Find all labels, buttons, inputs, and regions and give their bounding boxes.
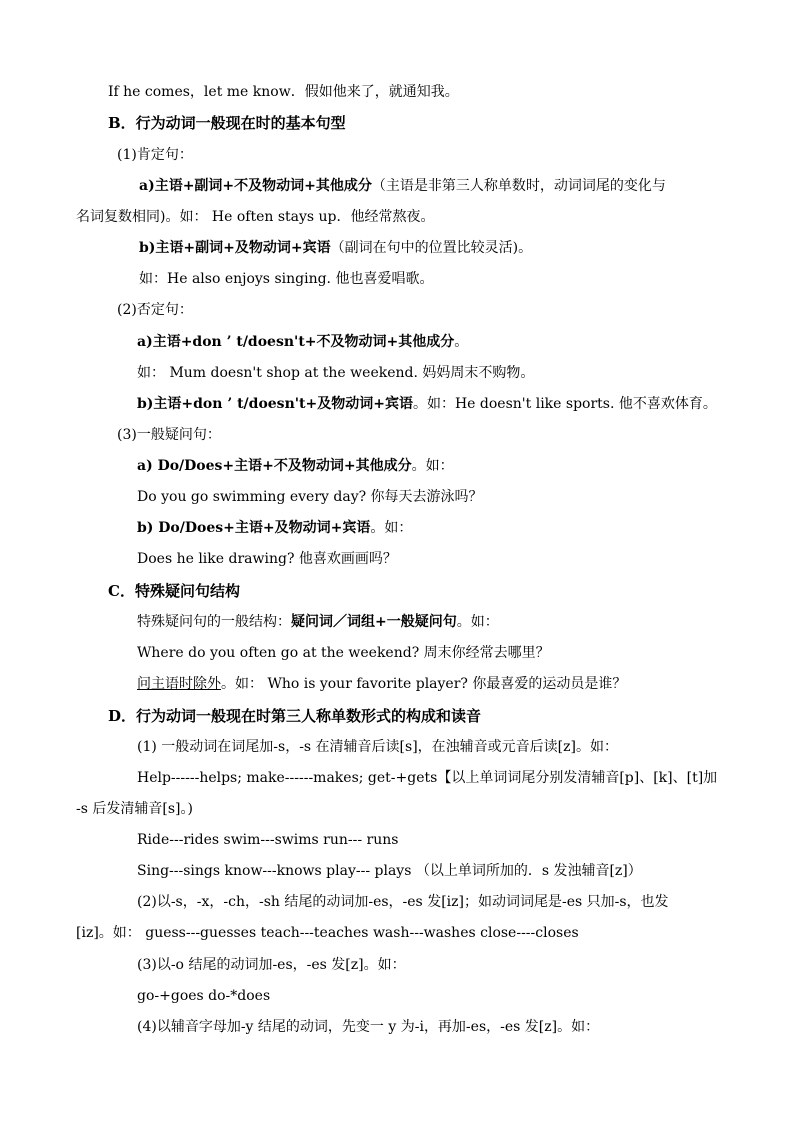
rule-a-negative — [137, 332, 468, 352]
example-enjoys-singing: 如：He also enjoys singing. 他也喜爱唱歌。 — [139, 271, 434, 287]
negative-label: (2)否定句： — [117, 302, 193, 318]
rule-1-examples-continuation: -s 后发清辅音[s]。) — [76, 801, 193, 817]
rule-1-examples: Help------helps; make------makes; get-+gets【以上单词词尾分别发清辅音[p]、[k]、[t]加 — [137, 770, 718, 786]
voiced-examples-row-2: Sing---sings know---knows play--- plays （以上单词所加的．s 发浊辅音[z]） — [137, 863, 642, 879]
section-d-heading: D．行为动词一般现在时第三人称单数形式的构成和读音 — [108, 707, 482, 725]
special-question-structure: 特殊疑问句的一般结构：疑问词／词组+一般疑问句。如： — [137, 614, 499, 630]
question-label: (3)一般疑问句： — [117, 427, 221, 443]
rule-a-continuation: 名词复数相同)。如： He often stays up．他经常熬夜。 — [76, 209, 435, 225]
rule-formula: a)主语+don ’ t/doesn't+不及物动词+其他成分 — [137, 334, 455, 350]
rule-1-text: (1) 一般动词在词尾加-s，-s 在清辅音后读[s]，在浊辅音或元音后读[z]。如： — [137, 739, 618, 755]
rule-a-question — [137, 456, 454, 476]
example-mum-shop: 如： Mum doesn't shop at the weekend. 妈妈周末不购物。 — [137, 365, 535, 381]
rule-note: 。如： — [370, 520, 413, 536]
section-b-heading: B．行为动词一般现在时的基本句型 — [108, 114, 346, 132]
rule-3-examples: go-+goes do-*does — [137, 988, 271, 1004]
rule-b-negative — [137, 394, 717, 414]
voiced-examples-row-1: Ride---rides swim---swims run--- runs — [137, 832, 399, 848]
rule-note: 。如：He doesn't like sports. 他不喜欢体育。 — [412, 396, 717, 412]
example-if-he-comes: If he comes，let me know．假如他来了，就通知我。 — [108, 84, 459, 100]
affirmative-label: (1)肯定句： — [117, 147, 193, 163]
rule-formula: b)主语+don ’ t/doesn't+及物动词+宾语 — [137, 396, 413, 412]
rule-note: （副词在句中的位置比较灵活)。 — [330, 240, 533, 256]
rule-formula: 疑问词／词组+一般疑问句 — [291, 614, 457, 630]
example-where-go: Where do you often go at the weekend? 周末你经常去哪里？ — [137, 645, 550, 661]
rule-4-text: (4)以辅音字母加-y 结尾的动词，先变一 y 为-i，再加-es，-es 发[z]。如： — [137, 1019, 600, 1035]
rule-2-examples: [iz]。如： guess---guesses teach---teaches wash---washes close----closes — [76, 925, 579, 941]
rule-3-text: (3)以-o 结尾的动词加-es，-es 发[z]。如： — [137, 957, 406, 973]
section-c-heading: C．特殊疑问句结构 — [108, 582, 240, 600]
exception-label: 问主语时除外 — [137, 676, 221, 692]
rule-formula: a) Do/Does+主语+不及物动词+其他成分 — [137, 458, 412, 474]
rule-note: 。 — [454, 334, 469, 350]
rule-note: （主语是非第三人称单数时，动词词尾的变化与 — [371, 178, 666, 194]
rule-b-question — [137, 518, 412, 538]
example-swimming: Do you go swimming every day? 你每天去游泳吗？ — [137, 489, 483, 505]
rule-note: 。如： — [411, 458, 454, 474]
rule-formula: b) Do/Does+主语+及物动词+宾语 — [137, 520, 371, 536]
rule-b-affirmative — [139, 238, 532, 258]
rule-formula: b)主语+副词+及物动词+宾语 — [139, 240, 331, 256]
rule-2-text: (2)以-s，-x，-ch，-sh 结尾的动词加-es，-es 发[iz]；如动词词尾是-es 只加-s，也发 — [137, 894, 669, 910]
rule-formula: a)主语+副词+不及物动词+其他成分 — [139, 178, 372, 194]
example-drawing: Does he like drawing? 他喜欢画画吗？ — [137, 551, 397, 567]
rule-a-affirmative — [139, 176, 666, 196]
subject-exception: 问主语时除外。如： Who is your favorite player? 你最喜爱的运动员是谁？ — [137, 676, 627, 692]
